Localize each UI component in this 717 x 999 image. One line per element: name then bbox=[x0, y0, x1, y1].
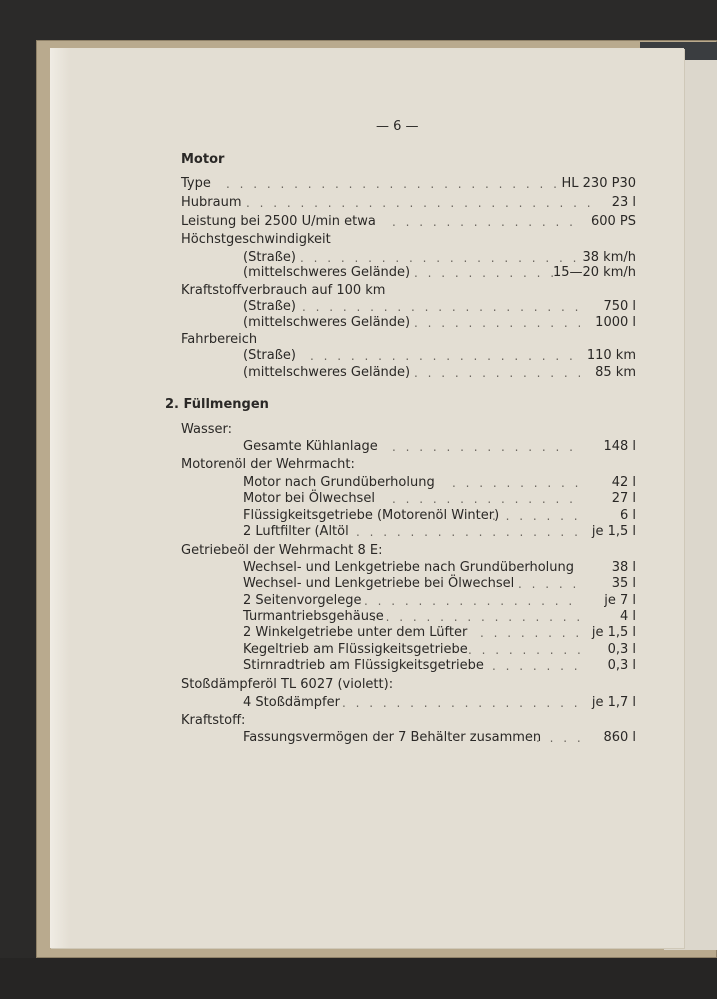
leader-dots bbox=[364, 593, 580, 609]
spec-value: 42 l bbox=[611, 475, 636, 490]
spec-label: Hubraum bbox=[181, 195, 242, 210]
spec-value: 750 l bbox=[603, 299, 636, 314]
spec-label: Motor bei Ölwechsel bbox=[243, 491, 375, 506]
spec-value: 110 km bbox=[586, 348, 636, 363]
leader-dots bbox=[372, 609, 580, 625]
spec-label: Kraftstoff: bbox=[181, 713, 246, 728]
leader-dots bbox=[414, 265, 558, 281]
spec-label: Gesamte Kühlanlage bbox=[243, 439, 378, 454]
spec-label: Flüssigkeitsgetriebe (Motorenöl Winter) bbox=[243, 508, 500, 523]
leader-dots bbox=[518, 576, 580, 592]
leader-dots bbox=[226, 176, 566, 192]
leader-dots bbox=[310, 348, 580, 364]
leader-dots bbox=[392, 439, 580, 455]
spec-label: Wasser: bbox=[181, 422, 233, 437]
leader-dots bbox=[392, 214, 580, 230]
leader-dots bbox=[492, 508, 580, 524]
spec-value: 600 PS bbox=[590, 214, 636, 229]
spec-label: Stoßdämpferöl TL 6027 (violett): bbox=[181, 677, 394, 692]
leader-dots bbox=[300, 250, 582, 266]
spec-value: 0,3 l bbox=[607, 642, 636, 657]
spec-label: (Straße) bbox=[243, 348, 296, 363]
spec-label: (mittelschweres Gelände) bbox=[243, 265, 411, 280]
spec-label: 4 Stoßdämpfer bbox=[243, 695, 340, 710]
section-title-fuellmengen: 2. Füllmengen bbox=[165, 397, 269, 412]
leader-dots bbox=[342, 695, 580, 711]
spec-value: 0,3 l bbox=[607, 658, 636, 673]
spec-label: Leistung bei 2500 U/min etwa bbox=[181, 214, 376, 229]
spec-value: 38 km/h bbox=[582, 250, 636, 265]
leader-dots bbox=[302, 299, 580, 315]
spec-label: (Straße) bbox=[243, 250, 296, 265]
spec-value: je 1,5 l bbox=[591, 524, 636, 539]
spec-label: Type bbox=[181, 176, 211, 191]
spec-label: Getriebeöl der Wehrmacht 8 E: bbox=[181, 543, 383, 558]
spec-value: 860 l bbox=[603, 730, 636, 745]
leader-dots bbox=[414, 365, 580, 381]
spec-label: Fassungsvermögen der 7 Behälter zusammen bbox=[243, 730, 542, 745]
spec-label: Turmantriebsgehäuse bbox=[243, 609, 384, 624]
leader-dots bbox=[414, 315, 580, 331]
spec-value: HL 230 P30 bbox=[561, 176, 636, 191]
spec-label: Stirnradtrieb am Flüssigkeitsgetriebe bbox=[243, 658, 484, 673]
leader-dots bbox=[246, 195, 596, 211]
spec-value: je 1,5 l bbox=[591, 625, 636, 640]
spec-value: 85 km bbox=[595, 365, 636, 380]
section-title-motor: Motor bbox=[181, 152, 225, 167]
spec-value: 38 l bbox=[611, 560, 636, 575]
spec-label: Motorenöl der Wehrmacht: bbox=[181, 457, 355, 472]
spec-label: Kegeltrieb am Flüssigkeitsgetriebe bbox=[243, 642, 468, 657]
spec-value: je 1,7 l bbox=[591, 695, 636, 710]
leader-dots bbox=[468, 642, 580, 658]
spec-label: (mittelschweres Gelände) bbox=[243, 315, 411, 330]
leader-dots bbox=[536, 730, 580, 746]
spec-label: Höchstgeschwindigkeit bbox=[181, 232, 331, 247]
leader-dots bbox=[480, 625, 580, 641]
spec-label: 2 Luftfilter (Altöl bbox=[243, 524, 349, 539]
spec-label: 2 Seitenvorgelege bbox=[243, 593, 362, 608]
leader-dots bbox=[492, 658, 580, 674]
leader-dots bbox=[452, 475, 580, 491]
spec-label: Kraftstoffverbrauch auf 100 km bbox=[181, 283, 386, 298]
spec-value: 27 l bbox=[611, 491, 636, 506]
spec-value: 6 l bbox=[619, 508, 636, 523]
spec-label: Motor nach Grundüberholung bbox=[243, 475, 435, 490]
spec-value: 35 l bbox=[611, 576, 636, 591]
page-number: — 6 — bbox=[376, 119, 419, 134]
spec-value: 15—20 km/h bbox=[552, 265, 636, 280]
spec-value: 148 l bbox=[603, 439, 636, 454]
spec-value: 23 l bbox=[611, 195, 636, 210]
leader-dots bbox=[392, 491, 580, 507]
spec-value: 4 l bbox=[619, 609, 636, 624]
spec-label: Wechsel- und Lenkgetriebe nach Grundüberholung bbox=[243, 560, 575, 575]
spec-label: (mittelschweres Gelände) bbox=[243, 365, 411, 380]
spec-value: je 7 l bbox=[604, 593, 636, 608]
spec-value: 1000 l bbox=[595, 315, 636, 330]
leader-dots bbox=[356, 524, 580, 540]
spec-label: Wechsel- und Lenkgetriebe bei Ölwechsel bbox=[243, 576, 515, 591]
spec-label: Fahrbereich bbox=[181, 332, 258, 347]
spec-label: 2 Winkelgetriebe unter dem Lüfter bbox=[243, 625, 468, 640]
spec-label: (Straße) bbox=[243, 299, 296, 314]
